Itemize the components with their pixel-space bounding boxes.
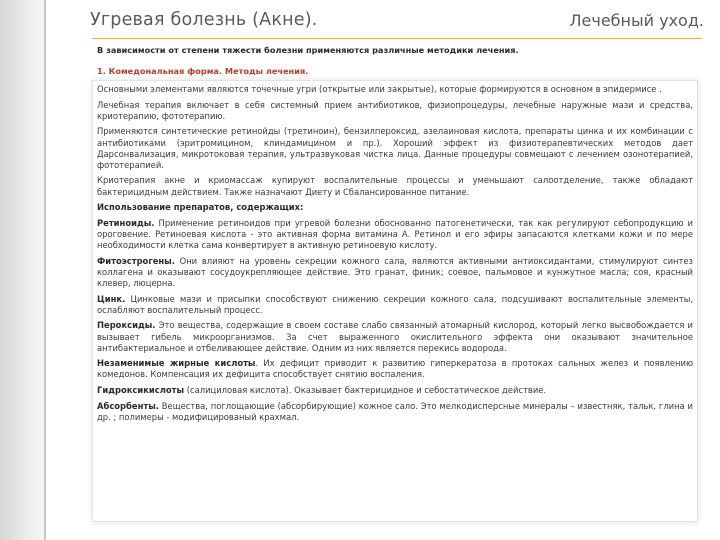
item-text: Цинковые мази и присыпки способствуют снижению секреции кожного сала, подсушивают воспалительные элементы, ослабляют воспалительный процесс.	[97, 293, 693, 315]
item-absorbents	[97, 401, 693, 423]
item-phytoestrogens	[97, 256, 693, 289]
usage-heading: Использование препаратов, содержащих:	[97, 202, 304, 213]
item-term: Пероксиды.	[97, 320, 156, 331]
item-fatty-acids	[97, 358, 693, 380]
header-accent-line	[92, 38, 702, 39]
item-text: Вещества, поглощающие (абсорбирующие) кожное сало. Это мелкодисперсные минералы – известняк, тальк, глина и др. ; полимеры - модифицированый крахмал.	[97, 400, 693, 422]
paragraph-cryotherapy: Криотерапия акне и криомассаж купируют воспалительные процессы и уменьшают салоотделение, также обладают бактерицидным действием. Также назначают Диету и Сбалансированное питание.	[97, 175, 693, 197]
item-term: Гидроксикислоты	[97, 385, 185, 396]
item-peroxides	[97, 320, 693, 353]
item-zinc	[97, 294, 693, 316]
item-term: Ретиноиды.	[97, 217, 155, 228]
slide-header	[46, 0, 720, 42]
intro-text: В зависимости от степени тяжести болезни применяются различные методики лечения.	[97, 45, 519, 55]
slide-title: Угревая болезнь (Акне).	[90, 10, 318, 30]
item-term: Незаменимые жирные кислоты	[97, 358, 256, 369]
item-text: Это вещества, содержащие в своем составе слабо связанный атомарный кислород, который легко высвобождается и вызывает гибель микроорганизмов. За счет выраженного окислительного эффекта они оказывают значительное антибактериальное и отбеливающее действие. Одним из них является перекись водорода.	[97, 320, 693, 353]
content-body	[97, 84, 693, 428]
paragraph-therapy: Лечебная терапия включает в себя системный прием антибиотиков, физиопроцедуры, лечебные наружные мази и средства, криотерапию, фототерапию.	[97, 99, 693, 121]
item-hydroxy-acids	[97, 385, 693, 396]
item-term: Фитоэстрогены.	[97, 255, 175, 266]
slide-section-title: Лечебный уход.	[569, 11, 704, 30]
item-text: . Их дефицит приводит к развитию гиперкератоза в протоках сальных желез и появлению комедонов. Компенсация их дефицита способствует снятию воспаления.	[97, 358, 693, 380]
paragraph-retinoids-intro: Применяются синтетические ретинойды (третиноин), бензилпероксид, азелаиновая кислота, препараты цинка и их комбинации с антибиотиками (эритромицином, клиндамицином и пр.). Хороший эффект из физиотерапевтических методов дает Дарсонвализация, микротоковая терапия, ультразвуковая чистка лица. Данные процедуры совмещают с лечением озонотерапией, фототерапией.	[97, 126, 693, 170]
item-term: Цинк.	[97, 293, 126, 304]
section-subheading: 1. Комедональная форма. Методы лечения.	[97, 66, 309, 76]
paragraph-elements: Основными элементами являются точечные угри (открытые или закрытые), которые формируются в основном в эпидермисе .	[97, 84, 662, 94]
item-text: Они влияют на уровень секреции кожного сала, являются активными антиоксидантами, стимулируют синтез коллагена и оказывают сосудоукрепляющее действие. Это гранат, финик; соевое, пальмовое и кунжутное масла; соя, красный клевер, люцерна.	[97, 255, 693, 288]
item-term: Абсорбенты.	[97, 400, 159, 411]
item-text: (салициловая кислота). Оказывает бактерицидное и себостатическое действие.	[184, 385, 547, 396]
item-retinoids	[97, 218, 693, 251]
item-text: Применение ретиноидов при угревой болезни обоснованно патогенетически, так как регулируют себопродукцию и ороговение. Ретиноевая кислота - это активная форма витамина А. Ретинол и его эфиры запасаются клетками кожи и по мере необходимости клетка сама конвертирует в активную ретиноевую кислоту.	[97, 217, 693, 251]
slide-left-border	[0, 0, 46, 540]
